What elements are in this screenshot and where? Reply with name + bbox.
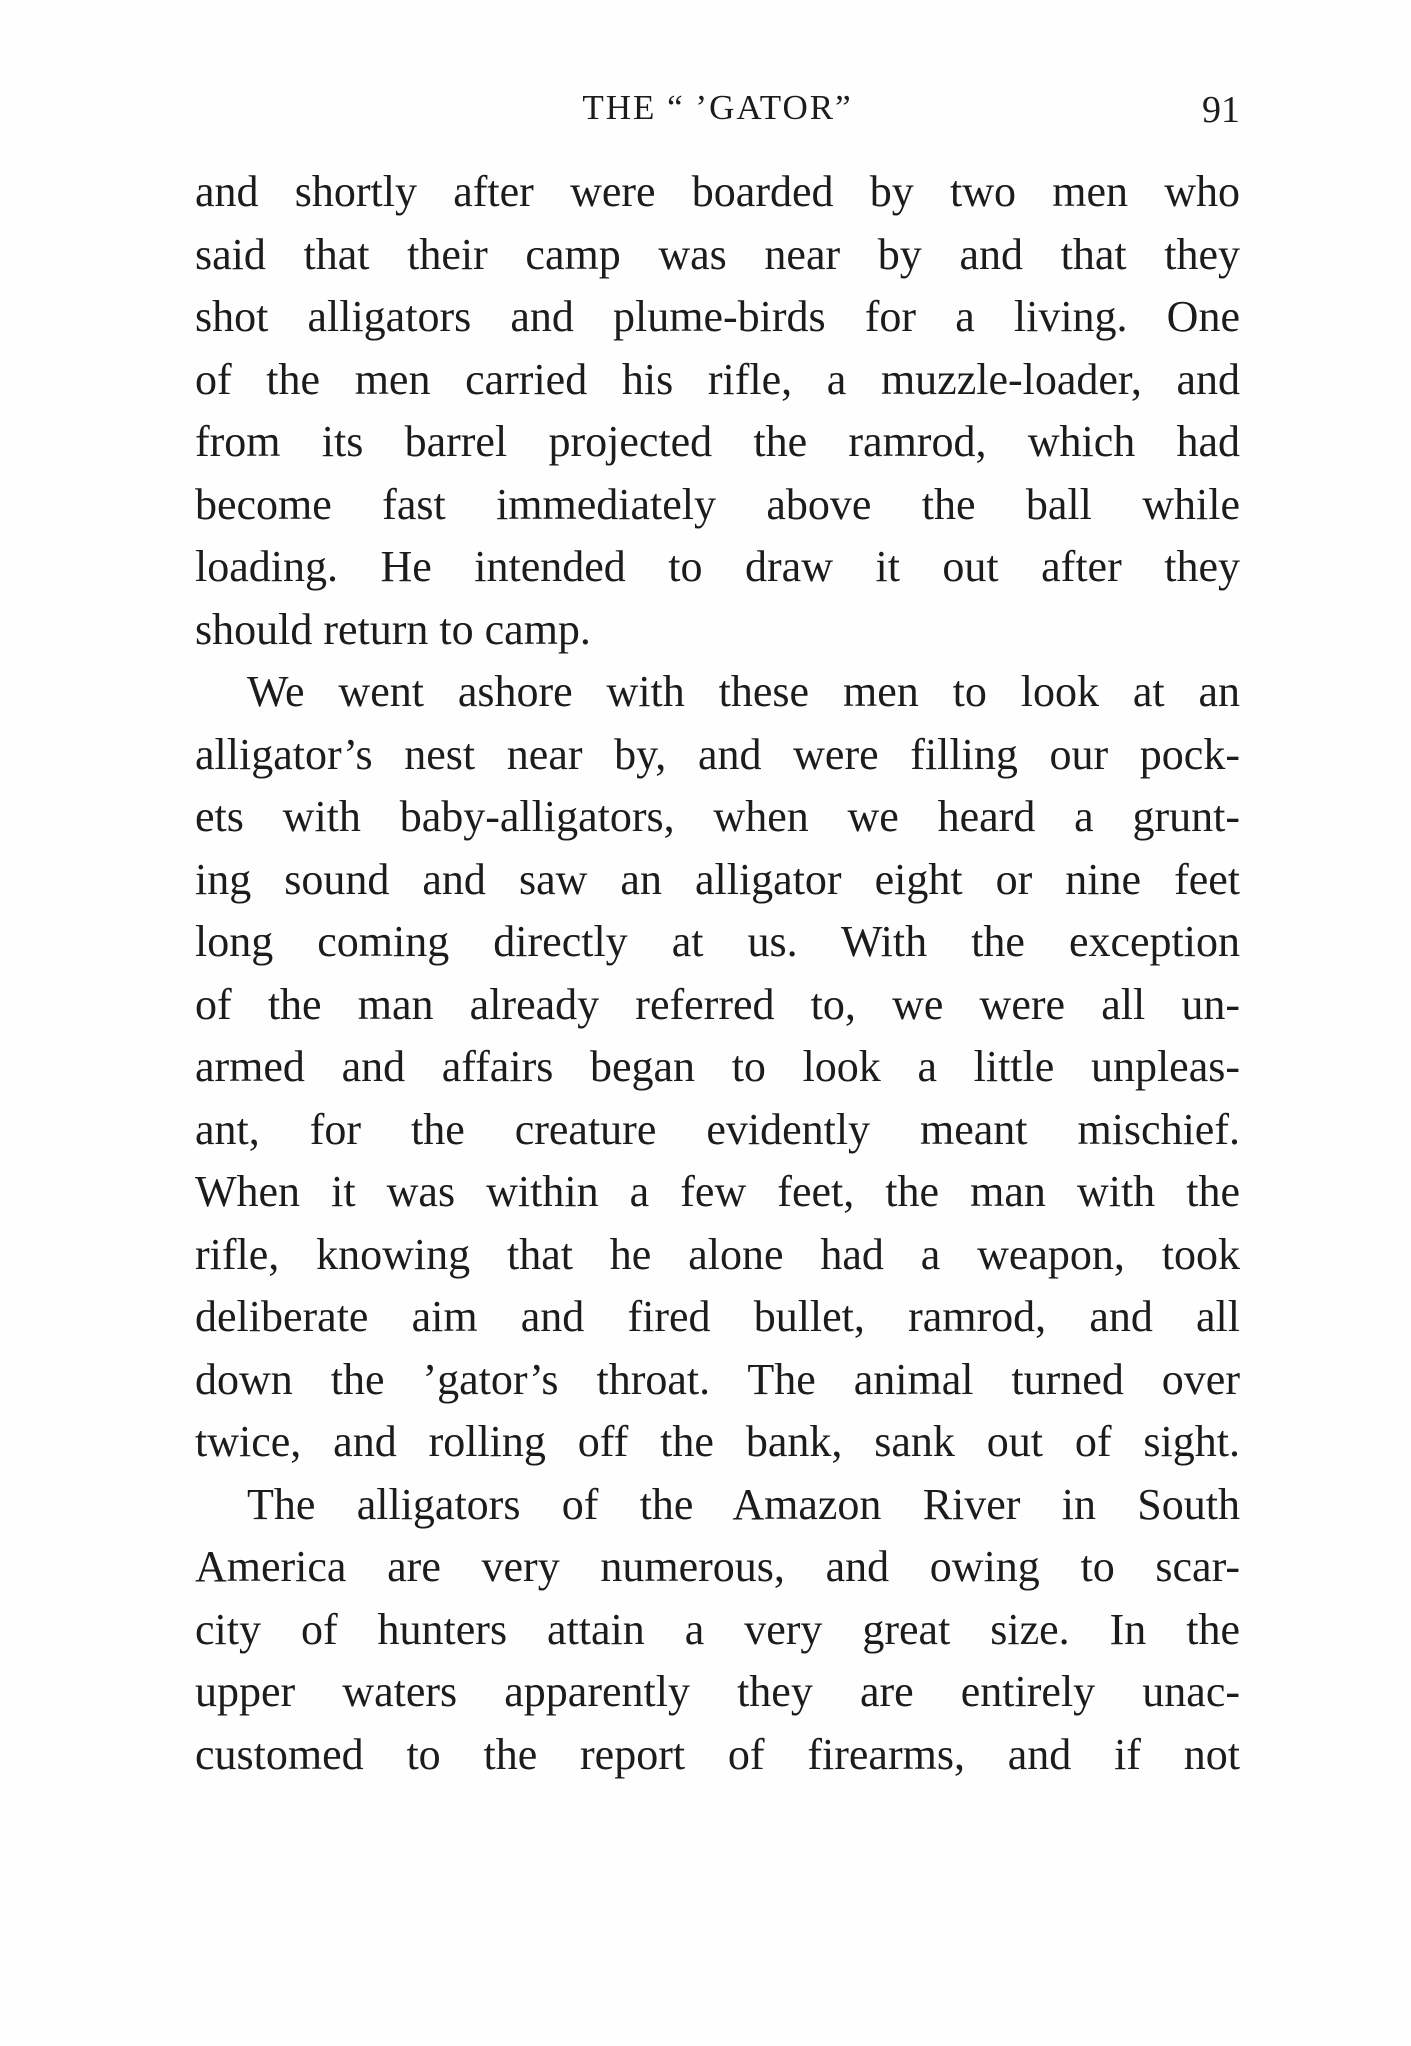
text-line: The alligators of the Amazon River in South bbox=[247, 1479, 1240, 1529]
text-line: rifle, knowing that he alone had a weapon, took bbox=[195, 1229, 1240, 1279]
text-line: long coming directly at us. With the exception bbox=[195, 917, 1240, 966]
text-line: city of hunters attain a very great size. In the bbox=[195, 1604, 1240, 1654]
text-line: down the ’gator’s throat. The animal turned over bbox=[195, 1354, 1240, 1404]
text-line: shot alligators and plume-birds for a living. One bbox=[195, 292, 1240, 341]
text-line: from its barrel projected the ramrod, which had bbox=[195, 417, 1240, 466]
text-line: deliberate aim and fired bullet, ramrod, and all bbox=[195, 1292, 1240, 1341]
text-line: We went ashore with these men to look at an bbox=[247, 667, 1240, 716]
text-line: and shortly after were boarded by two men who bbox=[195, 167, 1240, 216]
text-line: America are very numerous, and owing to scar- bbox=[195, 1542, 1240, 1591]
text-line: loading. He intended to draw it out after they bbox=[195, 542, 1240, 591]
text-line: ets with baby-alligators, when we heard a grunt- bbox=[195, 792, 1240, 841]
text-line: alligator’s nest near by, and were filling our pock- bbox=[195, 729, 1240, 779]
text-line: When it was within a few feet, the man with the bbox=[195, 1167, 1240, 1216]
text-line: ant, for the creature evidently meant mischief. bbox=[195, 1104, 1240, 1154]
text-line: of the man already referred to, we were all un- bbox=[195, 979, 1240, 1029]
text-line: armed and affairs began to look a little unpleas- bbox=[195, 1042, 1240, 1091]
text-line: customed to the report of firearms, and if not bbox=[195, 1729, 1240, 1779]
page-header bbox=[195, 80, 1240, 136]
text-line: ing sound and saw an alligator eight or nine feet bbox=[195, 854, 1240, 904]
text-line: of the men carried his rifle, a muzzle-loader, and bbox=[195, 354, 1240, 404]
text-line: become fast immediately above the ball while bbox=[195, 479, 1240, 529]
page-number: 91 bbox=[1202, 89, 1240, 131]
text-line: upper waters apparently they are entirely unac- bbox=[195, 1667, 1240, 1716]
text-line: said that their camp was near by and that they bbox=[195, 229, 1240, 279]
running-title: THE “ ’GATOR” bbox=[582, 88, 853, 127]
body-text bbox=[195, 161, 1240, 1786]
text-line: twice, and rolling off the bank, sank out of sight. bbox=[195, 1417, 1240, 1466]
text-line: should return to camp. bbox=[195, 604, 591, 654]
